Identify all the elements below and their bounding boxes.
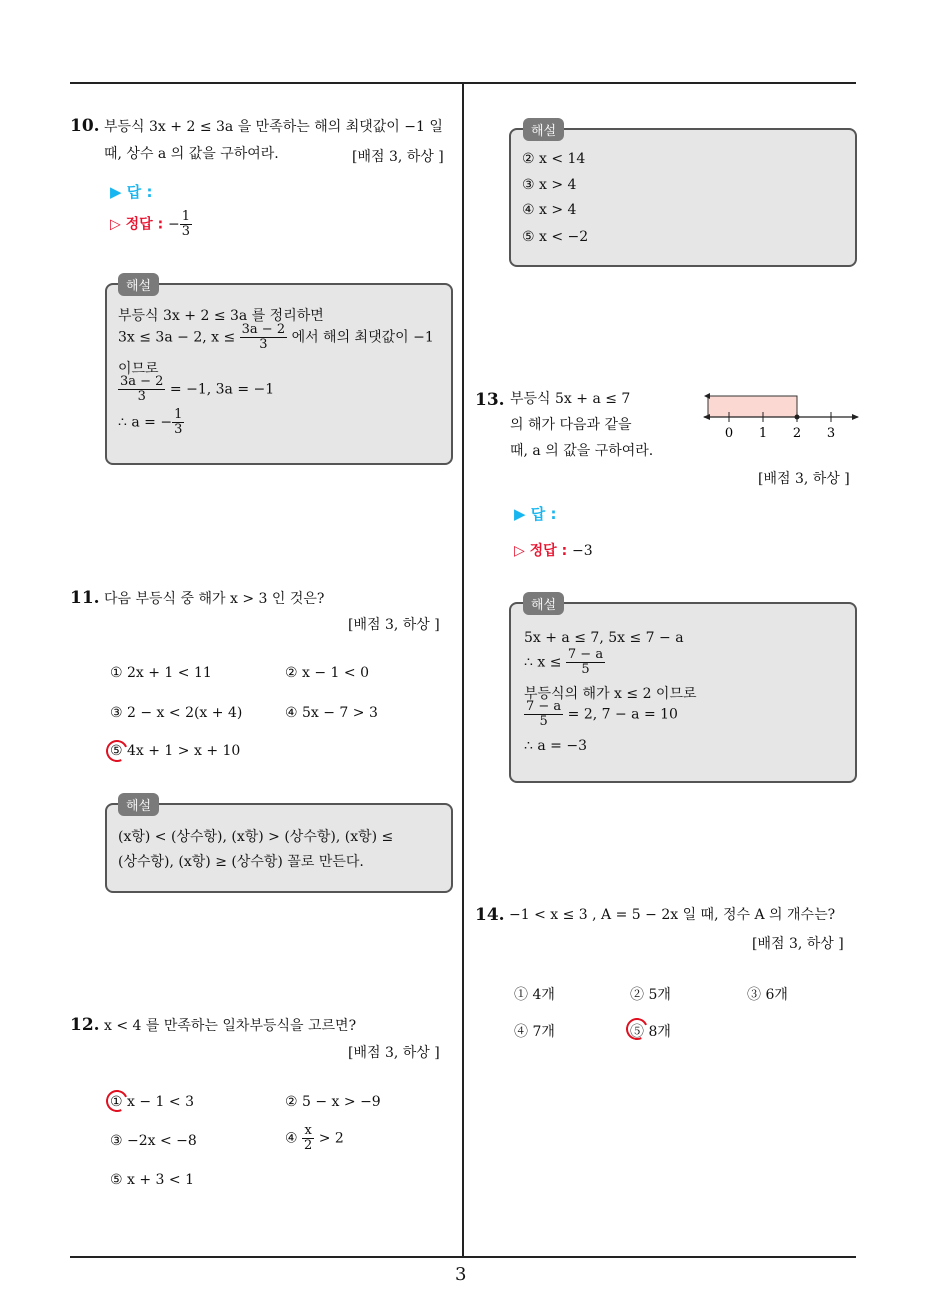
q10-answer-label[interactable]: ▶ 답 : [110,183,153,201]
q12-option-4[interactable]: ④ $\frac{x}{2}$ > 2 [285,1123,344,1153]
q13-correct-label: ▷ 정답 : [514,543,568,559]
right-arrowhead [852,414,859,420]
q10-expl-line2: 3x ≤ 3a − 2, x ≤ $\frac{3a - 2}{3}$ 에서 해의 최댓값이 −1 [118,322,434,352]
q12-option-3[interactable]: ③ −2x < −8 [110,1133,197,1149]
q12-meta: [배점 3, 하상 ] [348,1045,440,1061]
q12-expl-line2: ③ x > 4 [522,177,577,193]
region-arrowhead [704,393,710,399]
q13-number: 13. [475,390,505,410]
q10-correct-label: ▷ 정답 : [110,216,164,233]
q14-meta: [배점 3, 하상 ] [752,936,844,952]
q13-expl-line4: $\frac{7 - a}{5}$ = 2, 7 − a = 10 [526,699,678,729]
left-arrowhead [703,414,710,420]
q13-explanation-tag: 해설 [523,592,564,615]
q10-text-line2: 때, 상수 a 의 값을 구하여라. [104,146,279,162]
q10-meta: [배점 3, 하상 ] [352,149,444,165]
closed-endpoint [795,415,800,420]
q12-explanation-box [509,128,857,267]
q12-option-2[interactable]: ② 5 − x > −9 [285,1094,381,1110]
q13-expl-line3: 부등식의 해가 x ≤ 2 이므로 [524,686,697,702]
q11-option-2[interactable]: ② x − 1 < 0 [285,665,369,681]
q12-number: 12. [70,1015,100,1035]
q14-option-5[interactable]: ⑤ 8개 [630,1024,671,1040]
q10-correct-answer [110,210,192,239]
q14-number: 14. [475,905,505,925]
q14-option-1[interactable]: ① 4개 [514,987,555,1003]
q13-text-line3: 때, a 의 값을 구하여라. [510,443,654,459]
q11-option-3[interactable]: ③ 2 − x < 2(x + 4) [110,705,243,721]
tick-label-1: 1 [758,426,768,441]
tick-label-2: 2 [792,426,802,441]
q12-expl-line1: ② x < 14 [522,151,586,167]
q11-explanation-tag: 해설 [118,793,159,816]
q14-option-2[interactable]: ② 5개 [630,987,671,1003]
q12-option-5[interactable]: ⑤ x + 3 < 1 [110,1172,194,1188]
column-divider [462,82,464,1258]
q11-number: 11. [70,588,100,608]
q13-number-line [700,390,865,445]
q10-expl-line5: ∴ a = − $\frac{1}{3}$ [118,407,183,437]
tick-label-0: 0 [724,426,734,441]
solution-region [708,396,797,417]
q10-correct-fraction: $\frac{1}{3}$ [181,209,191,239]
q12-explanation-tag: 해설 [523,118,564,141]
q12-expl-line3: ④ x > 4 [522,202,577,218]
q11-explanation-box [105,803,453,893]
q13-text-line2: 의 해가 다음과 같을 [510,417,632,433]
q10-expl-line4: $\frac{3a - 2}{3}$ = −1, 3a = −1 [120,374,275,404]
q11-expl-line1: (x항) < (상수항), (x항) > (상수항), (x항) ≤ [118,829,394,845]
q11-option-4[interactable]: ④ 5x − 7 > 3 [285,705,378,721]
q13-expl-line5: ∴ a = −3 [524,738,587,754]
bottom-rule [70,1256,856,1258]
q12-expl-line4: ⑤ x < −2 [522,229,589,245]
q11-text: 다음 부등식 중 해가 x > 3 인 것은? [104,591,325,607]
q11-expl-line2: (상수항), (x항) ≥ (상수항) 꼴로 만든다. [118,854,364,870]
q13-expl-line2: ∴ x ≤ $\frac{7 - a}{5}$ [524,647,604,677]
q11-option-5[interactable]: ⑤ 4x + 1 > x + 10 [110,743,241,759]
q10-correct-sign: − [168,216,180,233]
q12-option-1[interactable]: ① x − 1 < 3 [110,1094,194,1110]
page-number: 3 [455,1264,467,1285]
q13-meta: [배점 3, 하상 ] [758,471,850,487]
q13-text-line1: 부등식 5x + a ≤ 7 [510,391,631,407]
q14-option-3[interactable]: ③ 6개 [747,987,788,1003]
q12-selected-mark [103,1087,131,1115]
q13-answer-label[interactable]: ▶ 답 : [514,505,557,523]
q11-meta: [배점 3, 하상 ] [348,617,440,633]
q10-explanation-tag: 해설 [118,273,159,296]
q12-text: x < 4 를 만족하는 일차부등식을 고르면? [104,1018,357,1034]
q10-number: 10. [70,116,100,136]
q14-text: −1 < x ≤ 3 , A = 5 − 2x 일 때, 정수 A 의 개수는? [509,907,836,923]
q13-expl-line1: 5x + a ≤ 7, 5x ≤ 7 − a [524,630,684,646]
q13-correct-answer [514,540,593,560]
q10-text-line1: 부등식 3x + 2 ≤ 3a 을 만족하는 해의 최댓값이 −1 일 [104,119,443,135]
tick-label-3: 3 [826,426,836,441]
q13-correct-value: −3 [572,543,593,559]
q10-expl-line1: 부등식 3x + 2 ≤ 3a 를 정리하면 [118,308,324,324]
q11-option-1[interactable]: ① 2x + 1 < 11 [110,665,212,681]
q14-option-4[interactable]: ④ 7개 [514,1024,555,1040]
q10-expl-line3: 이므로 [118,361,159,377]
q11-selected-mark [103,737,131,765]
